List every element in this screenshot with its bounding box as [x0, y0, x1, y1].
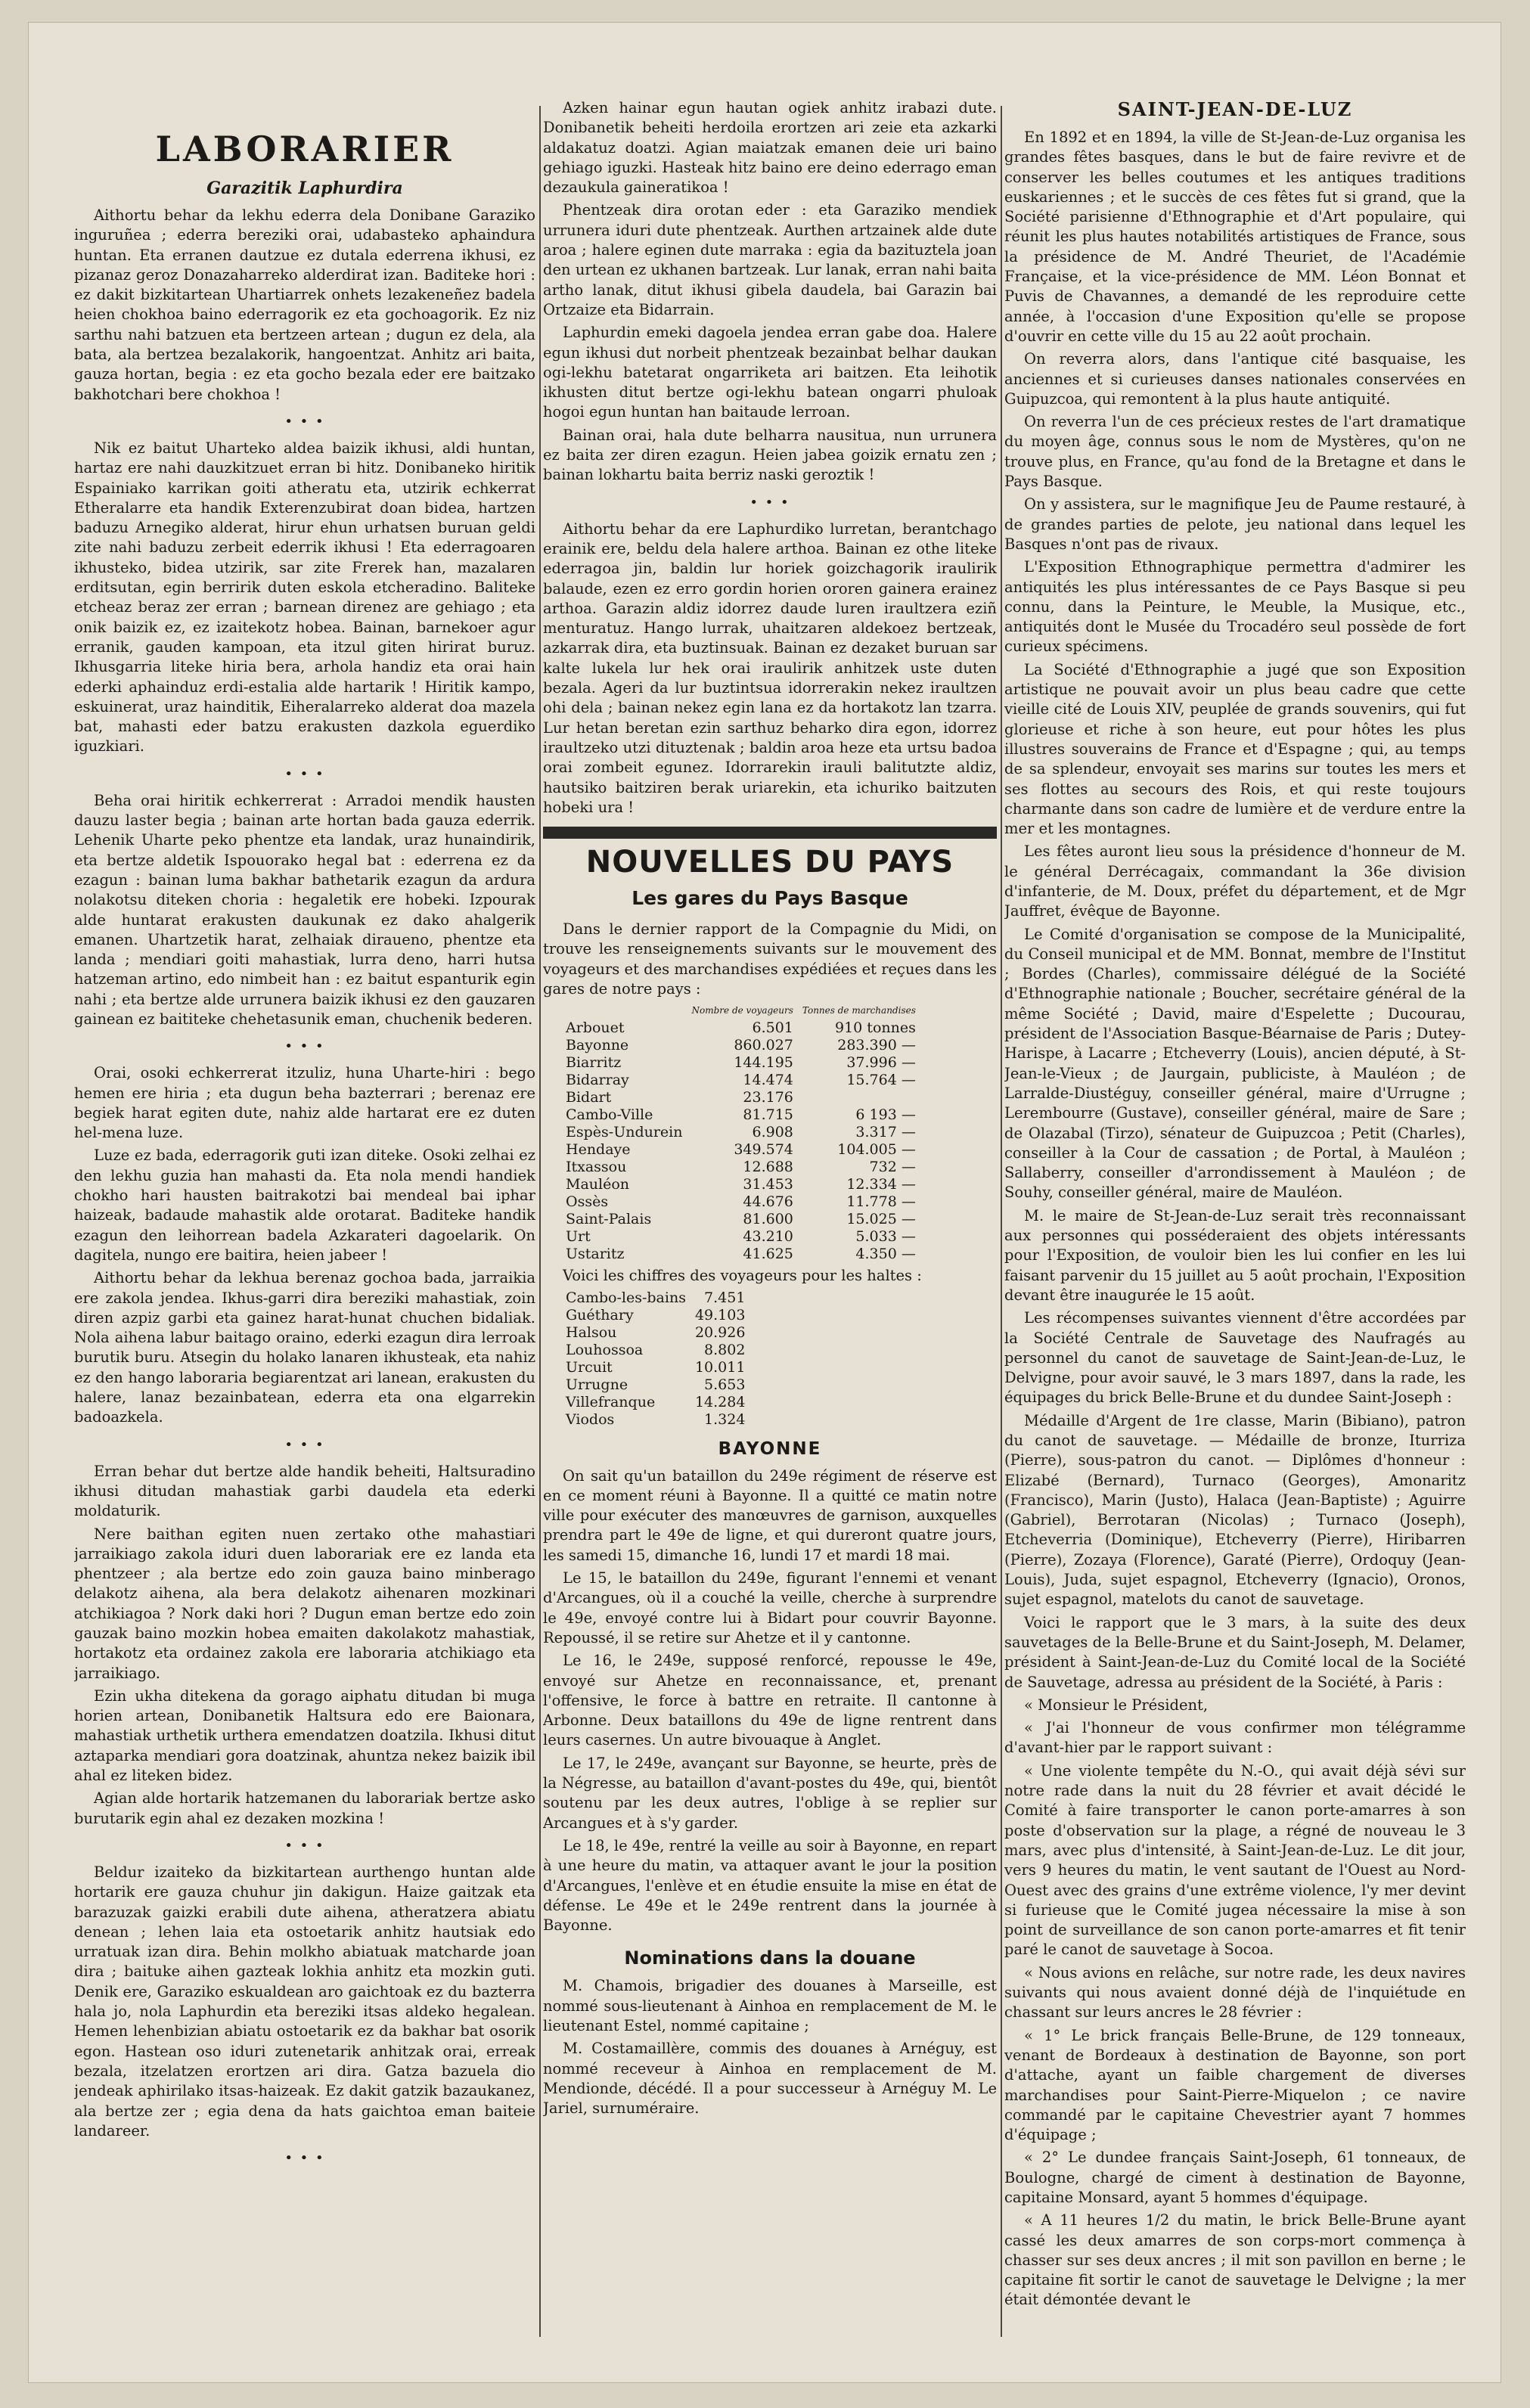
paragraph: Voici le rapport que le 3 mars, à la suite des deux sauvetages de la Belle-Brune et du Saint-Joseph, M. Delamer, président à Saint-Jean-de-Luz du Comité local de la Société de Sauvetage, adressa au président de la Société, à Paris :	[1004, 1613, 1466, 1691]
table-row	[561, 1106, 920, 1124]
paragraph: « J'ai l'honneur de vous confirmer mon télégramme d'avant-hier par le rapport suivant :	[1004, 1719, 1466, 1757]
paragraph: Azken hainar egun hautan ogiek anhitz irabazi dute. Donibanetik beheiti herdoila erortzen ari zeie eta azkarki aldakatuz doatzi. Agian maiatzak emanen deie uri baino gehiago iguzki. Hasteak hitz baino ere deino ederrago eman dezaukula gaineratikoa !	[543, 99, 997, 197]
voyageurs-cell: 20.926	[694, 1323, 746, 1341]
paragraph: Le 16, le 249e, supposé renforcé, repousse le 49e, envoyé sur Ahetze en reconnaissance, et, prenant l'offensive, le force à battre en retraite. Il cantonne à Arbonne. Deux bataillons du 49e de ligne rentrent dans leurs casernes. Un autre bivouaque à Anglet.	[543, 1652, 997, 1749]
table-row	[561, 1037, 920, 1054]
table-row	[561, 1228, 920, 1246]
paragraph: On sait qu'un bataillon du 249e régiment de réserve est en ce moment réuni à Bayonne. Il a quitté ce matin notre ville pour exécuter des manœuvres de garnison, auxquelles prendra part le 49e de ligne, et qui dureront quatre jours, les samedi 15, dimanche 16, lundi 17 et mardi 18 mai.	[543, 1466, 997, 1564]
article-title-bayonne: BAYONNE	[718, 1438, 822, 1459]
station-name-cell: Bayonne	[566, 1037, 629, 1054]
paragraph: Phentzeak dira orotan eder : eta Garaziko mendiek urrunera iduri dute phentzeak. Aurthen artzainek alde dute aroa ; halere eginen dute marraka : egia da bazituztela joan den urtean ez ukhanen bartzeak. Lur lanak, erran nahi baita artho lanak, ditut ikhusi gibela daudela, bai Garazin bai Ortzaize eta Bidarrain.	[543, 201, 997, 318]
paragraph: Laphurdin emeki dagoela jendea erran gabe doa. Halere egun ikhusi dut norbeit phentzeak bezainbat belhar daukan ogi-lekhu batetarat ongarriketa ari baitzen. Eta leihotik ikhusten ditut bertze ogi-lekhu batean ongarri phuloak hogoi egun huntan han baitaude lerroan.	[543, 324, 997, 421]
table-row	[561, 1193, 920, 1211]
voyageurs-cell: 349.574	[734, 1141, 793, 1159]
table-row	[561, 1411, 749, 1429]
tonnes-cell: 15.025 —	[846, 1211, 916, 1228]
paragraph: « A 11 heures 1/2 du matin, le brick Belle-Brune ayant cassé les deux amarres de son corps-mort commença à chasser sur ses deux ancres ; il mit son pavillon en berne ; le capitaine fit sortir le canot de sauvetage le Delvigne ; la mer était démontée devant le	[1004, 2211, 1466, 2309]
voyageurs-cell: 14.284	[694, 1393, 746, 1410]
column-header: Nombre de voyageurs	[691, 1005, 793, 1016]
table-row	[561, 1124, 920, 1141]
paragraph: Le 18, le 49e, rentré la veille au soir à Bayonne, en repart à une heure du matin, va attaquer avant le jour la position d'Arcangues, l'enlève et en étudie ensuite la mise en état de défense. Le 49e et le 249e rentrent dans la journée à Bayonne.	[543, 1836, 997, 1935]
station-name-cell: Hendaye	[566, 1141, 631, 1159]
section-title-laborarier: LABORARIER	[155, 129, 455, 169]
voyageurs-cell: 81.715	[743, 1106, 793, 1124]
section-subtitle: Garazitik Laphurdira	[206, 178, 403, 198]
gares-table	[561, 1002, 920, 1263]
ornament-divider: • • •	[749, 494, 790, 510]
paragraph: Aithortu behar da lekhu ederra dela Donibane Garaziko inguruñea ; ederra bereziki orai, udabasteko aphaindura huntan. Eta erranen dautzue ez dutala ederrena ikhusi, ez pizanaz geroz Donazaharreko alderdirat izan. Baditeke hori : ez dakit bizkitartean Uhartiarrek onhets lezakeneñez badela heien chokhoa baino ederragorik ez eta gochoagorik. Ez niz sarthu nahi batzuen eta bertzeen artean ; dugun ez dela, ala bata, ala bertzea bezalakorik, hangoentzat. Anhitz ari baita, gauza hortan, begia : ez eta gocho bezala eder ere baitzako bakhotchari bere chokhoa !	[74, 206, 535, 403]
voyageurs-cell: 14.474	[743, 1072, 793, 1089]
station-name-cell: Espès-Undurein	[566, 1124, 683, 1141]
paragraph: Aithortu behar da ere Laphurdiko lurretan, berantchago erainik ere, beldu dela halere arthoa. Bainan ez othe liteke ederragoa jin, baldin lur horiek goizchagorik iraulirik balaude, ezen ez erro gordin horien ororen gainera erainez arthoa. Garazin aldiz idorrez daude luren iraultzera eziñ menturatuz. Hango lurrak, uhaitzaren aldekoez bertzeak, azkarrak dira, eta buztinsuak. Bainan ez dezaket buruan sar kalte lukela lur hek orai iraulirik anhitzek uste duten bezala. Ageri da lur buztintsua idorrerakin nekez iraultzen ohi dela ; bainan nekez egin lana ez da hortakotz lan tzarra. Lur hetan beretan ezin sarthuz beharko dira egon, idorrez iraultzeko utzi dituztenak ; baldin aroa heze eta urtsu badoa orai zombeit egunez. Idorrarekin irauli balitutzte aldiz, hautsiko baitziren berak uriarekin, eta ichuriko baitzuten hobeki ura !	[543, 520, 997, 816]
paragraph: On y assistera, sur le magnifique Jeu de Paume restauré, à de grandes parties de pelote, jeu national dans lequel les Basques n'ont pas de rivaux.	[1004, 495, 1466, 553]
paragraph: « Monsieur le Président,	[1024, 1696, 1209, 1714]
column-middle	[543, 98, 997, 2352]
paragraph: Erran behar dut bertze alde handik beheiti, Haltsuradino ikhusi ditudan mahastiak garbi daudela eta ederki moldaturik.	[74, 1462, 535, 1520]
voyageurs-cell: 144.195	[734, 1054, 793, 1072]
voyageurs-cell: 31.453	[743, 1176, 793, 1193]
station-name-cell: Bidart	[566, 1089, 612, 1106]
paragraph: Médaille d'Argent de 1re classe, Marin (Bibiano), patron du canot de sauvetage. — Médaille de bronze, Iturriza (Pierre), sous-patron du canot. — Diplômes d'honneur : Elizabé (Bernard), Turnaco (Georges), Amonaritz (Francisco), Marin (Justo), Halaca (Jean-Baptiste) ; Aguirre (Gabriel), Berrotaran (Nicolas) ; Turnaco (Joseph), Etcheverria (Dominique), Etcheverry (Pierre), Hiribarren (Pierre), Zozaya (Florence), Garaté (Pierre), Ordoquy (Jean-Louis), Juda, sujet espagnol, Etcheverry (Ignacio), Oronos, sujet espagnol, matelots du canot de sauvetage.	[1004, 1411, 1466, 1609]
tonnes-cell: 6 193 —	[855, 1106, 916, 1124]
voyageurs-cell: 81.600	[743, 1211, 793, 1228]
paragraph: Les récompenses suivantes viennent d'être accordées par la Société Centrale de Sauvetage des Naufragés au personnel du canot de sauvetage de Saint-Jean-de-Luz, le Delvigne, pour avoir sauvé, le 3 mars 1897, dans la rade, les équipages du brick Belle-Brune et du dundee Saint-Joseph :	[1004, 1309, 1466, 1407]
paragraph: En 1892 et en 1894, la ville de St-Jean-de-Luz organisa les grandes fêtes basques, dans le but de faire revivre et de conserver les belles coutumes et les antiques traditions euskariennes ; et le succès de ces fêtes fut si grand, que la Société parisienne d'Ethnographie et d'Art populaire, qui réunit les plus hautes notabilités artistiques de France, sous la présidence de M. André Theuriet, de l'Académie Française, et la vice-présidence de MM. Léon Bonnat et Puvis de Chavannes, a demandé de les reproduire cette année, à l'occasion d'une Exposition qu'elle se propose d'ouvrir en cette ville du 15 au 22 août prochain.	[1004, 129, 1466, 345]
paragraph: Beha orai hiritik echkerrerat : Arradoi mendik hausten dauzu laster begia ; bainan arte hortan bada gauza ederrik. Lehenik Uharte peko phentze eta landak, uraz hunaindirik, eta bertze aldetik Ispouorako hegal bat : ederrena ez da ezagun : bainan luma bakhar bathetarik ezagun da ardura nolakotsu diteken choria : hegaletik ere hobeki. Izpourak alde huntarat erakusten daukunak ez dako ahalgerik emanen. Uhartzetik harat, zelhaiak diraueno, phentze eta landa ; mendiari goiti mahastiak, lurra deno, harri hutsa hatzeman artino, edo nimbeit han : ez baitut espanturik egin nahi ; eta bertze alde urrunera baizik ikhusi ez den gauzaren gainean ez baititeke chehetasunik eman, chuchenik bederen.	[74, 791, 535, 1028]
table-row	[561, 1159, 920, 1176]
voyageurs-cell: 6.501	[752, 1019, 793, 1037]
column-laborarier	[74, 98, 535, 2352]
station-name-cell: Saint-Palais	[566, 1211, 652, 1228]
tonnes-cell: 15.764 —	[846, 1072, 916, 1089]
station-name-cell: Mauléon	[566, 1176, 630, 1193]
paragraph: M. Costamaillère, commis des douanes à Arnéguy, est nommé receveur à Ainhoa en remplacement de M. Mendionde, décédé. Il a pour successeur à Arnéguy M. Le Jariel, surnuméraire.	[543, 2040, 997, 2118]
table-row	[561, 1394, 749, 1411]
paragraph: Luze ez bada, ederragorik guti izan diteke. Osoki zelhai ez den lekhu guzia han mahasti da. Eta nola mendi handiek chokho hari hausten baitrakotzi bai mendeal bai iphar haizeak, badaude mahastik alde orotarat. Baditeke handik ezagun den leihorrean badela Azkarateri dagoelarik. On dagitela, nungo ere baitira, heien jabeer !	[74, 1147, 535, 1264]
article-title-gares: Les gares du Pays Basque	[632, 887, 908, 910]
ornament-divider: • • •	[284, 413, 325, 430]
paragraph: Ezin ukha ditekena da gorago aiphatu ditudan bi muga horien artean, Donibanetik Haltsura edo ere Baionara, mahastiak urthetik urthera emendatzen doatzila. Ikhusi ditut aztaparka mendiari gora doatzinak, ahuntza nekez baizik ibil ahal ez liteken bidez.	[74, 1687, 535, 1785]
station-name-cell: Urt	[566, 1228, 591, 1246]
table-row	[561, 1376, 749, 1394]
paragraph: Nere baithan egiten nuen zertako othe mahastiari jarraikiago zakola iduri duen laborariak ere ez landa eta phentzeer ; ala bertze edo zoin gauza baino minberago delakotz aihena, ala bera delakotz aihenaren mozkinari atchikiagoa ? Nork daki hori ? Dugun eman bertze edo zoin gauzak baino mozkin hobea emaiten dakolakotz mahastiak, hortakotz eta ordainez zakola ere laboraria atchikiago eta jarraikiago.	[74, 1525, 535, 1682]
column-rule	[539, 106, 541, 2337]
voyageurs-cell: 12.688	[743, 1159, 793, 1176]
table-row	[561, 1054, 920, 1072]
tonnes-cell: 283.390 —	[837, 1037, 916, 1054]
haltes-table	[561, 1289, 749, 1429]
paragraph: Bainan orai, hala dute belharra nausitua, nun urrunera ez baita zer diren ezagun. Heien jabea goizik ernatu zen ; bainan lokhartu baita berriz naski geroztik !	[543, 426, 997, 484]
column-saint-jean-de-luz	[1004, 98, 1466, 2352]
halte-name-cell: Cambo-les-bains	[566, 1289, 686, 1306]
section-bar	[543, 827, 997, 839]
tonnes-cell: 104.005 —	[837, 1141, 916, 1159]
tonnes-cell: 3.317 —	[855, 1124, 916, 1141]
tonnes-cell: 11.778 —	[846, 1193, 916, 1211]
paragraph: Nik ez baitut Uharteko aldea baizik ikhusi, aldi huntan, hartaz ere nahi dauzkitzuet erran bi hitz. Donibaneko hiritik Espainiako karrikan goiti atheratu eta, utzirik echkerrat Etheralarre eta handik Exterenzubirat doan bidea, hartzen baduzu Arnegiko alderat, hirur ehun urhatsen buruan geldi zite nahi baduzu zerbeit ederrik ikhusi ! Eta ederragoaren ikhusteko, bidea utzirik, sar zite Frerek han, mazalaren erditsutan, egin berririk duten eskola etcheradino. Baliteke etcheaz beraz zer erran ; barnean direnez are gehiago ; eta onik baizik ez, ez izaitekotz hobea. Bainan, barnekoer agur erranik, gauden kampoan, eta itzul giten hirirat buruz. Ikhusgarria liteke hiria bera, arhola handiz eta orai hain ederki aphainduz erdi-estalia alde hartarik ! Hiritik kampo, eskuinerat, uraz hainditik, Eiheralarreko alderat doa mazela bat, mahasti eder batzu erakusten dazkola eguerdiko iguzkiari.	[74, 439, 535, 756]
voyageurs-cell: 41.625	[743, 1246, 793, 1263]
ornament-divider: • • •	[284, 1837, 325, 1854]
paragraph: Le 15, le bataillon du 249e, figurant l'ennemi et venant d'Arcangues, où il a couché la veille, cherche à surprendre le 49e, envoyé contre lui à Bidart pour couvrir Bayonne. Repoussé, il se retire sur Ahetze et il y cantonne.	[543, 1569, 997, 1646]
voyageurs-cell: 23.176	[743, 1089, 793, 1106]
halte-name-cell: Guéthary	[566, 1306, 634, 1323]
paragraph: Beldur izaiteko da bizkitartean aurthengo huntan alde hortarik ere gauza chuhur jin dakigun. Haize gaitzak eta barazuzak gaizki erabili dute aihena, atheratzera abiatu denean ; lehen laia eta ostoetarik anhitz hautsiak edo urratuak izan dira. Behin molkho abiatuak matcharde joan dira ; baituke aihen gazteak lokhia anhitz eta mozkin guti. Denik ere, Garaziko eskualdean aro gaichtoak ez du bazterra hala jo, nola Laphurdin eta bereziki itsas aldeko hegalean. Hemen lehenbizian abiatu ostoetarik ez da bakhar bat osorik egon. Hastean oso iduri zutenetarik anhitzak orai, erreak bezala, itzelatzen erortzen ari dira. Gatza bazuela dio jendeak aphirilako itsas-haizeak. Ez dakit gatzik bazaukanez, ala bertze zer ; egia dena da hats gaichtoa eman baiteie landareer.	[74, 1863, 535, 2140]
voyageurs-cell: 1.324	[704, 1410, 746, 1428]
table-row	[561, 1211, 920, 1228]
voyageurs-cell: 8.802	[704, 1341, 746, 1358]
voyageurs-cell: 44.676	[743, 1193, 793, 1211]
station-name-cell: Biarritz	[566, 1054, 622, 1072]
table-row	[561, 1289, 749, 1307]
halte-name-cell: Viodos	[566, 1410, 615, 1428]
tonnes-cell: 12.334 —	[846, 1176, 916, 1193]
tonnes-cell: 4.350 —	[855, 1246, 916, 1263]
voyageurs-cell: 860.027	[734, 1037, 793, 1054]
halte-name-cell: Urrugne	[566, 1376, 628, 1393]
station-name-cell: Arbouet	[566, 1019, 625, 1037]
tonnes-cell: 5.033 —	[855, 1228, 916, 1246]
article-title-nominations: Nominations dans la douane	[624, 1947, 916, 1969]
table-row	[561, 1342, 749, 1359]
paragraph: L'Exposition Ethnographique permettra d'admirer les antiquités les plus intéressantes de ce Pays Basque si peu connu, dans la Peinture, le Meuble, la Musique, etc., antiquités dont le Musée du Trocadéro seul possède de fort curieux spécimens.	[1004, 558, 1466, 656]
table-row	[561, 1176, 920, 1193]
paragraph: « Une violente tempête du N.-O., qui avait déjà sévi sur notre rade dans la nuit du 28 février et avait décidé le Comité à faire transporter le canon porte-amarres à son poste d'observation sur la plage, a régné de nouveau le 3 mars, avec plus d'intensité, à Saint-Jean-de-Luz. Le dit jour, vers 9 heures du matin, le vent sautant de l'Ouest au Nord-Ouest avec des grains d'une extrême violence, l'y mer devint si furieuse que le Comité jugea nécessaire la mise à son point de surveillance de son canon porte-amarres et fit tenir paré le canot de sauvetage à Socoa.	[1004, 1761, 1466, 1959]
table-row	[561, 1072, 920, 1089]
paragraph: La Société d'Ethnographie a jugé que son Exposition artistique ne pouvait avoir un plus beau cadre que cette vieille cité de Louis XIV, peuplée de grands souvenirs, qui fut glorieuse et riche à son heure, eut pour hôtes les plus illustres souverains de France et d'Espagne ; qui, au temps de sa splendeur, envoyait ses marins sur toutes les mers et ses flottes au secours des Rois, et qui reste toujours charmante dans son cadre de lumière et de verdure entre la mer et les montagnes.	[1004, 660, 1466, 838]
halte-name-cell: Villefranque	[566, 1393, 656, 1410]
paragraph: Le Comité d'organisation se compose de la Municipalité, du Conseil municipal et de MM. Bonnat, membre de l'Institut ; Bordes (Charles), commissaire délégué de la Société d'Ethnographie nationale ; Boucher, secrétaire général de la même Société ; David, maire d'Espelette ; Ducourau, président de l'Association Basque-Béarnaise de Paris ; Dutey-Harispe, à Lacarre ; Etcheverry (Louis), ancien député, à St-Jean-le-Vieux ; de Jaurgain, publiciste, à Mauléon ; de Larralde-Diustéguy, conseiller général, maire d'Urrugne ; Lerembourre (Gustave), conseiller général, maire de Sare ; de Olazabal (Tirzo), sénateur de Guipuzcoa ; Petit (Charles), conseiller à la Cour de cassation ; de Portal, à Mauléon ; Sallaberry, conseiller d'arrondissement à Mauléon ; de Souhy, conseiller général, maire de Mauléon.	[1004, 925, 1466, 1202]
halte-name-cell: Urcuit	[566, 1358, 613, 1376]
paragraph: Le 17, le 249e, avançant sur Bayonne, se heurte, près de la Négresse, au bataillon d'avant-postes du 49e, qui, bientôt soutenu par les deux autres, l'oblige à se replier sur Arcangues et à s'y garder.	[543, 1754, 997, 1832]
section-title-nouvelles: NOUVELLES DU PAYS	[585, 845, 954, 880]
paragraph: « Nous avions en relâche, sur notre rade, les deux navires suivants qui nous avaient donné déjà de l'inquiétude en chassant sur leurs ancres le 28 février :	[1004, 1963, 1466, 2022]
table-row	[561, 1307, 749, 1324]
paragraph: M. Chamois, brigadier des douanes à Marseille, est nommé sous-lieutenant à Ainhoa en remplacement de M. le lieutenant Estel, nommé capitaine ;	[543, 1977, 997, 2034]
station-name-cell: Itxassou	[566, 1159, 627, 1176]
voyageurs-cell: 43.210	[743, 1228, 793, 1246]
tonnes-cell: 732 —	[869, 1159, 916, 1176]
paragraph: Voici les chiffres des voyageurs pour les haltes :	[563, 1267, 922, 1285]
ornament-divider: • • •	[284, 1436, 325, 1453]
table-row	[561, 1359, 749, 1376]
tonnes-cell: 37.996 —	[846, 1054, 916, 1072]
table-row	[561, 1141, 920, 1159]
voyageurs-cell: 10.011	[694, 1358, 746, 1376]
voyageurs-cell: 49.103	[694, 1306, 746, 1323]
tonnes-cell	[798, 1089, 920, 1106]
voyageurs-cell: 6.908	[752, 1124, 793, 1141]
paragraph: Orai, osoki echkerrerat itzuliz, huna Uharte-hiri : bego hemen ere hiria ; eta dugun beha bazterrari ; berenaz ere begiek harat egiten dute, nahiz alde hartarat ere ez duten hel-mena luze.	[74, 1064, 535, 1142]
paragraph: Les fêtes auront lieu sous la présidence d'honneur de M. le général Derrécagaix, commandant la 36e division d'infanterie, de M. Doux, préfet du département, et de Mgr Jauffret, évêque de Bayonne.	[1004, 842, 1466, 920]
halte-name-cell: Louhossoa	[566, 1341, 644, 1358]
table-row	[561, 1019, 920, 1037]
article-title-saint-jean-de-luz: SAINT-JEAN-DE-LUZ	[1117, 98, 1353, 120]
article-body	[1004, 128, 1466, 2310]
gares-table-body	[561, 1019, 920, 1263]
paragraph: Dans le dernier rapport de la Compagnie du Midi, on trouve les renseignements suivants sur le mouvement des voyageurs et des marchandises expédiées et reçues dans les gares de notre pays :	[543, 920, 997, 998]
paragraph: On reverra l'un de ces précieux restes de l'art dramatique du moyen âge, connus sous le nom de Mystères, qu'on ne trouve plus, en France, qu'au fond de la Bretagne et dans le Pays Basque.	[1004, 413, 1466, 491]
paragraph: « 2° Le dundee français Saint-Joseph, 61 tonneaux, de Boulogne, chargé de ciment à destination de Bayonne, capitaine Monsard, ayant 5 hommes d'équipage.	[1004, 2149, 1466, 2206]
station-name-cell: Cambo-Ville	[566, 1106, 653, 1124]
table-header-row	[561, 1002, 920, 1019]
paragraph: M. le maire de St-Jean-de-Luz serait très reconnaissant aux personnes qui posséderaient des objets intéressants pour l'Exposition, de vouloir bien les lui confier en les lui faisant parvenir du 15 juillet au 5 août prochain, l'Exposition devant être inaugurée le 15 août.	[1004, 1206, 1466, 1304]
column-header: Tonnes de marchandises	[802, 1005, 916, 1016]
haltes-table-body	[561, 1289, 749, 1429]
station-name-cell: Ossès	[566, 1193, 609, 1211]
voyageurs-cell: 5.653	[704, 1376, 746, 1393]
table-row	[561, 1324, 749, 1342]
table-row	[561, 1246, 920, 1263]
newspaper-page	[29, 23, 1501, 2382]
paragraph: Agian alde hortarik hatzemanen du laborariak bertze asko burutarik egin ahal ez dezaken mozkina !	[74, 1789, 535, 1827]
paragraph: On reverra alors, dans l'antique cité basquaise, les anciennes et si curieuses danses nationales conservées en Guipuzcoa, qui remontent à la plus haute antiquité.	[1004, 350, 1466, 408]
paragraph: Aithortu behar da lekhua berenaz gochoa bada, jarraikia ere zakola jendea. Ikhus-garri dira bereziki mahastiak, zoin diren azpiz garbi eta gainez harat-hunat chuchen bidaliak. Nola aihena labur baitago oraino, ederki ezagun dira lerroak burutik buru. Atsegin du holako lanaren ikhusteak, eta nahiz ez den hango laboraria begiarentzat ari lanean, erakusten du halere, lanaz bezainbatean, ederra eta ona elgarrekin badoazkela.	[74, 1269, 535, 1426]
paragraph: « 1° Le brick français Belle-Brune, de 129 tonneaux, venant de Bordeaux à destination de Bayonne, son port d'attache, ayant un faible chargement de diverses marchandises pour Saint-Pierre-Miquelon ; ce navire commandé par le capitaine Chevestrier ayant 7 hommes d'équipage ;	[1004, 2026, 1466, 2144]
tonnes-cell: 910 tonnes	[835, 1019, 916, 1037]
ornament-divider: • • •	[284, 1038, 325, 1055]
ornament-divider: • • •	[284, 2150, 325, 2167]
halte-name-cell: Halsou	[566, 1323, 617, 1341]
column-rule	[1001, 106, 1002, 2337]
table-row	[561, 1089, 920, 1106]
station-name-cell: Bidarray	[566, 1072, 629, 1089]
voyageurs-cell: 7.451	[704, 1289, 746, 1306]
station-name-cell: Ustaritz	[566, 1246, 625, 1263]
ornament-divider: • • •	[284, 765, 325, 782]
